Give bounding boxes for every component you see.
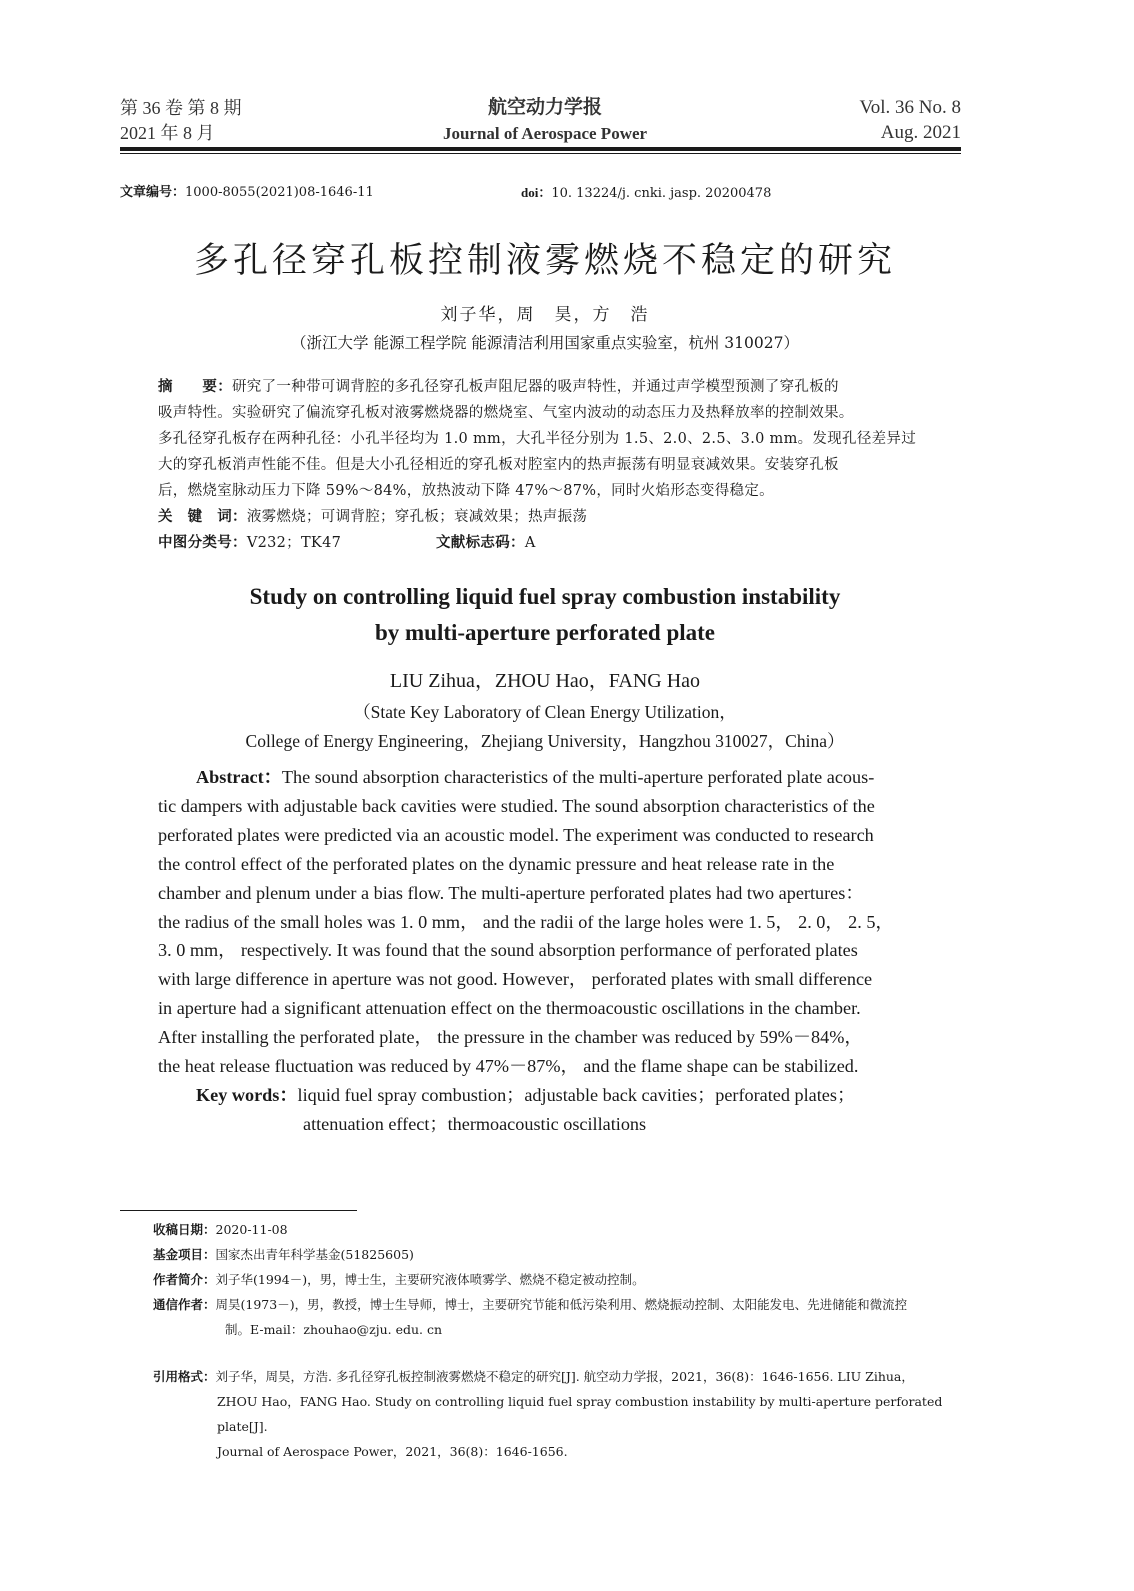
title-cn: 多孔径穿孔板控制液雾燃烧不稳定的研究 bbox=[193, 241, 896, 281]
clc-label: 中图分类号： bbox=[158, 535, 247, 551]
affiliation-cn: （浙江大学 能源工程学院 能源清洁利用国家重点实验室，杭州 310027） bbox=[291, 334, 799, 352]
header-rule-thick bbox=[120, 147, 961, 151]
abstract-en bbox=[158, 763, 926, 1139]
abstract-en-line: Abstract：The sound absorption characteristics of the multi-aperture perforated plate acous- bbox=[196, 767, 875, 787]
doi-value: 10. 13224/j. cnki. jasp. 20200478 bbox=[551, 186, 772, 201]
abstract-cn-label: 摘 要： bbox=[158, 379, 232, 395]
author-bio: 作者简介：刘子华(1994－)，男，博士生，主要研究液体喷雾学、燃烧不稳定被动控制。 bbox=[153, 1272, 645, 1287]
corresponding-author: 通信作者：周昊(1973－)，男，教授，博士生导师，博士，主要研究节能和低污染利用、燃烧振动控制、太阳能发电、先进储能和微流控 bbox=[153, 1297, 908, 1312]
clc-value: V232；TK47 bbox=[246, 535, 342, 551]
header-rule-thin bbox=[120, 153, 961, 154]
affiliation-en-line-2: College of Energy Engineering，Zhejiang University，Hangzhou 310027，China） bbox=[245, 731, 845, 751]
date-cn: 2021 年 8 月 bbox=[120, 123, 215, 143]
authors-en: LIU Zihua，ZHOU Hao，FANG Hao bbox=[389, 670, 701, 692]
abstract-cn-line: 吸声特性。实验研究了偏流穿孔板对液雾燃烧器的燃烧室、气室内波动的动态压力及热释放率的控制效果。 bbox=[158, 405, 854, 421]
abstract-en-label: Abstract： bbox=[196, 767, 282, 787]
article-number-value: 1000-8055(2021)08-1646-11 bbox=[185, 185, 374, 200]
abstract-cn-line: 摘 要：研究了一种带可调背腔的多孔径穿孔板声阻尼器的吸声特性，并通过声学模型预测了穿孔板的 bbox=[158, 379, 839, 395]
abstract-en-line: tic dampers with adjustable back cavities were studied. The sound absorption characteristics of the bbox=[158, 795, 875, 816]
title-en-line-1: Study on controlling liquid fuel spray combustion instability bbox=[249, 584, 841, 609]
abstract-en-line: the radius of the small holes was 1. 0 mm， and the radii of the large holes were 1. 5， 2. 0， 2. 5， bbox=[158, 911, 894, 932]
article-number-label: 文章编号： bbox=[120, 185, 186, 200]
document-code-label: 文献标志码： bbox=[436, 535, 525, 551]
abstract-en-line: with large difference in aperture was not good. However， perforated plates with small difference bbox=[158, 969, 873, 990]
footnote-rule bbox=[120, 1210, 357, 1211]
abstract-en-line: perforated plates were predicted via an acoustic model. The experiment was conducted to research bbox=[158, 824, 874, 845]
citation-line-1: 刘子华，周昊，方浩. 多孔径穿孔板控制液雾燃烧不稳定的研究[J]. 航空动力学报，2021，36(8)：1646-1656. LIU Zihua， bbox=[215, 1369, 914, 1384]
abstract-en-line: chamber and plenum under a bias flow. The multi-aperture perforated plates had two apertures： bbox=[158, 882, 864, 903]
citation-line-2: ZHOU Hao，FANG Hao. Study on controlling liquid fuel spray combustion instability by multi-aperture perforated plate[J]. bbox=[217, 1394, 943, 1434]
citation-label: 引用格式： bbox=[153, 1369, 216, 1384]
abstract-cn-line: 大的穿孔板消声性能不佳。但是大小孔径相近的穿孔板对腔室内的热声振荡有明显衰减效果。安装穿孔板 bbox=[158, 457, 839, 473]
journal-name-cn: 航空动力学报 bbox=[487, 96, 602, 118]
document-code bbox=[436, 530, 536, 556]
document-code-value: A bbox=[524, 535, 536, 551]
fund-project: 基金项目：国家杰出青年科学基金(51825605) bbox=[153, 1247, 414, 1262]
abstract-en-line: 3. 0 mm， respectively. It was found that the sound absorption performance of perforated plates bbox=[158, 940, 858, 961]
keywords-cn bbox=[158, 504, 928, 530]
affiliation-en-line-1: （State Key Laboratory of Clean Energy Utilization， bbox=[353, 702, 737, 722]
footnotes bbox=[153, 1217, 968, 1342]
abstract-en-line: After installing the perforated plate， the pressure in the chamber was reduced by 59%－84%， bbox=[158, 1027, 863, 1048]
keywords-en-line-1: liquid fuel spray combustion；adjustable back cavities；perforated plates； bbox=[297, 1084, 856, 1105]
journal-name-en: Journal of Aerospace Power bbox=[442, 124, 648, 143]
abstract-cn-line: 后，燃烧室脉动压力下降 59%～84%，放热波动下降 47%～87%，同时火焰形态变得稳定。 bbox=[158, 483, 774, 499]
keywords-en-label: Key words： bbox=[196, 1084, 298, 1105]
classification-row bbox=[158, 530, 928, 556]
keywords-cn-label: 关 键 词： bbox=[158, 509, 247, 525]
article-number bbox=[120, 184, 374, 202]
doi bbox=[521, 184, 771, 203]
citation-line-3: Journal of Aerospace Power，2021，36(8)：1646-1656. bbox=[217, 1444, 568, 1459]
abstract-cn bbox=[158, 374, 928, 556]
title-en-line-2: by multi-aperture perforated plate bbox=[374, 620, 716, 645]
keywords-cn-value: 液雾燃烧；可调背腔；穿孔板；衰减效果；热声振荡 bbox=[246, 509, 588, 525]
corresponding-author-email: 制。E-mail：zhouhao@zju. edu. cn bbox=[225, 1322, 443, 1337]
citation-format bbox=[153, 1364, 968, 1464]
authors-cn: 刘子华，周 昊，方 浩 bbox=[440, 305, 650, 325]
abstract-en-line: the control effect of the perforated plates on the dynamic pressure and heat release rate in the bbox=[158, 853, 835, 874]
volume-issue-en: Vol. 36 No. 8 bbox=[859, 97, 961, 118]
keywords-en bbox=[158, 1081, 926, 1110]
abstract-en-line: the heat release fluctuation was reduced by 47%－87%， and the flame shape can be stabilized. bbox=[158, 1056, 859, 1077]
date-en: Aug. 2021 bbox=[880, 122, 961, 143]
keywords-en-line-2: attenuation effect；thermoacoustic oscillations bbox=[303, 1113, 647, 1134]
abstract-en-line: in aperture had a significant attenuation effect on the thermoacoustic oscillations in the chamber. bbox=[158, 998, 861, 1019]
doi-label: doi： bbox=[521, 185, 552, 200]
volume-issue-cn: 第 36 卷 第 8 期 bbox=[120, 98, 242, 118]
abstract-cn-line: 多孔径穿孔板存在两种孔径：小孔半径均为 1.0 mm，大孔半径分别为 1.5、2.0、2.5、3.0 mm。发现孔径差异过 bbox=[158, 431, 917, 447]
received-date: 收稿日期：2020-11-08 bbox=[153, 1222, 288, 1237]
